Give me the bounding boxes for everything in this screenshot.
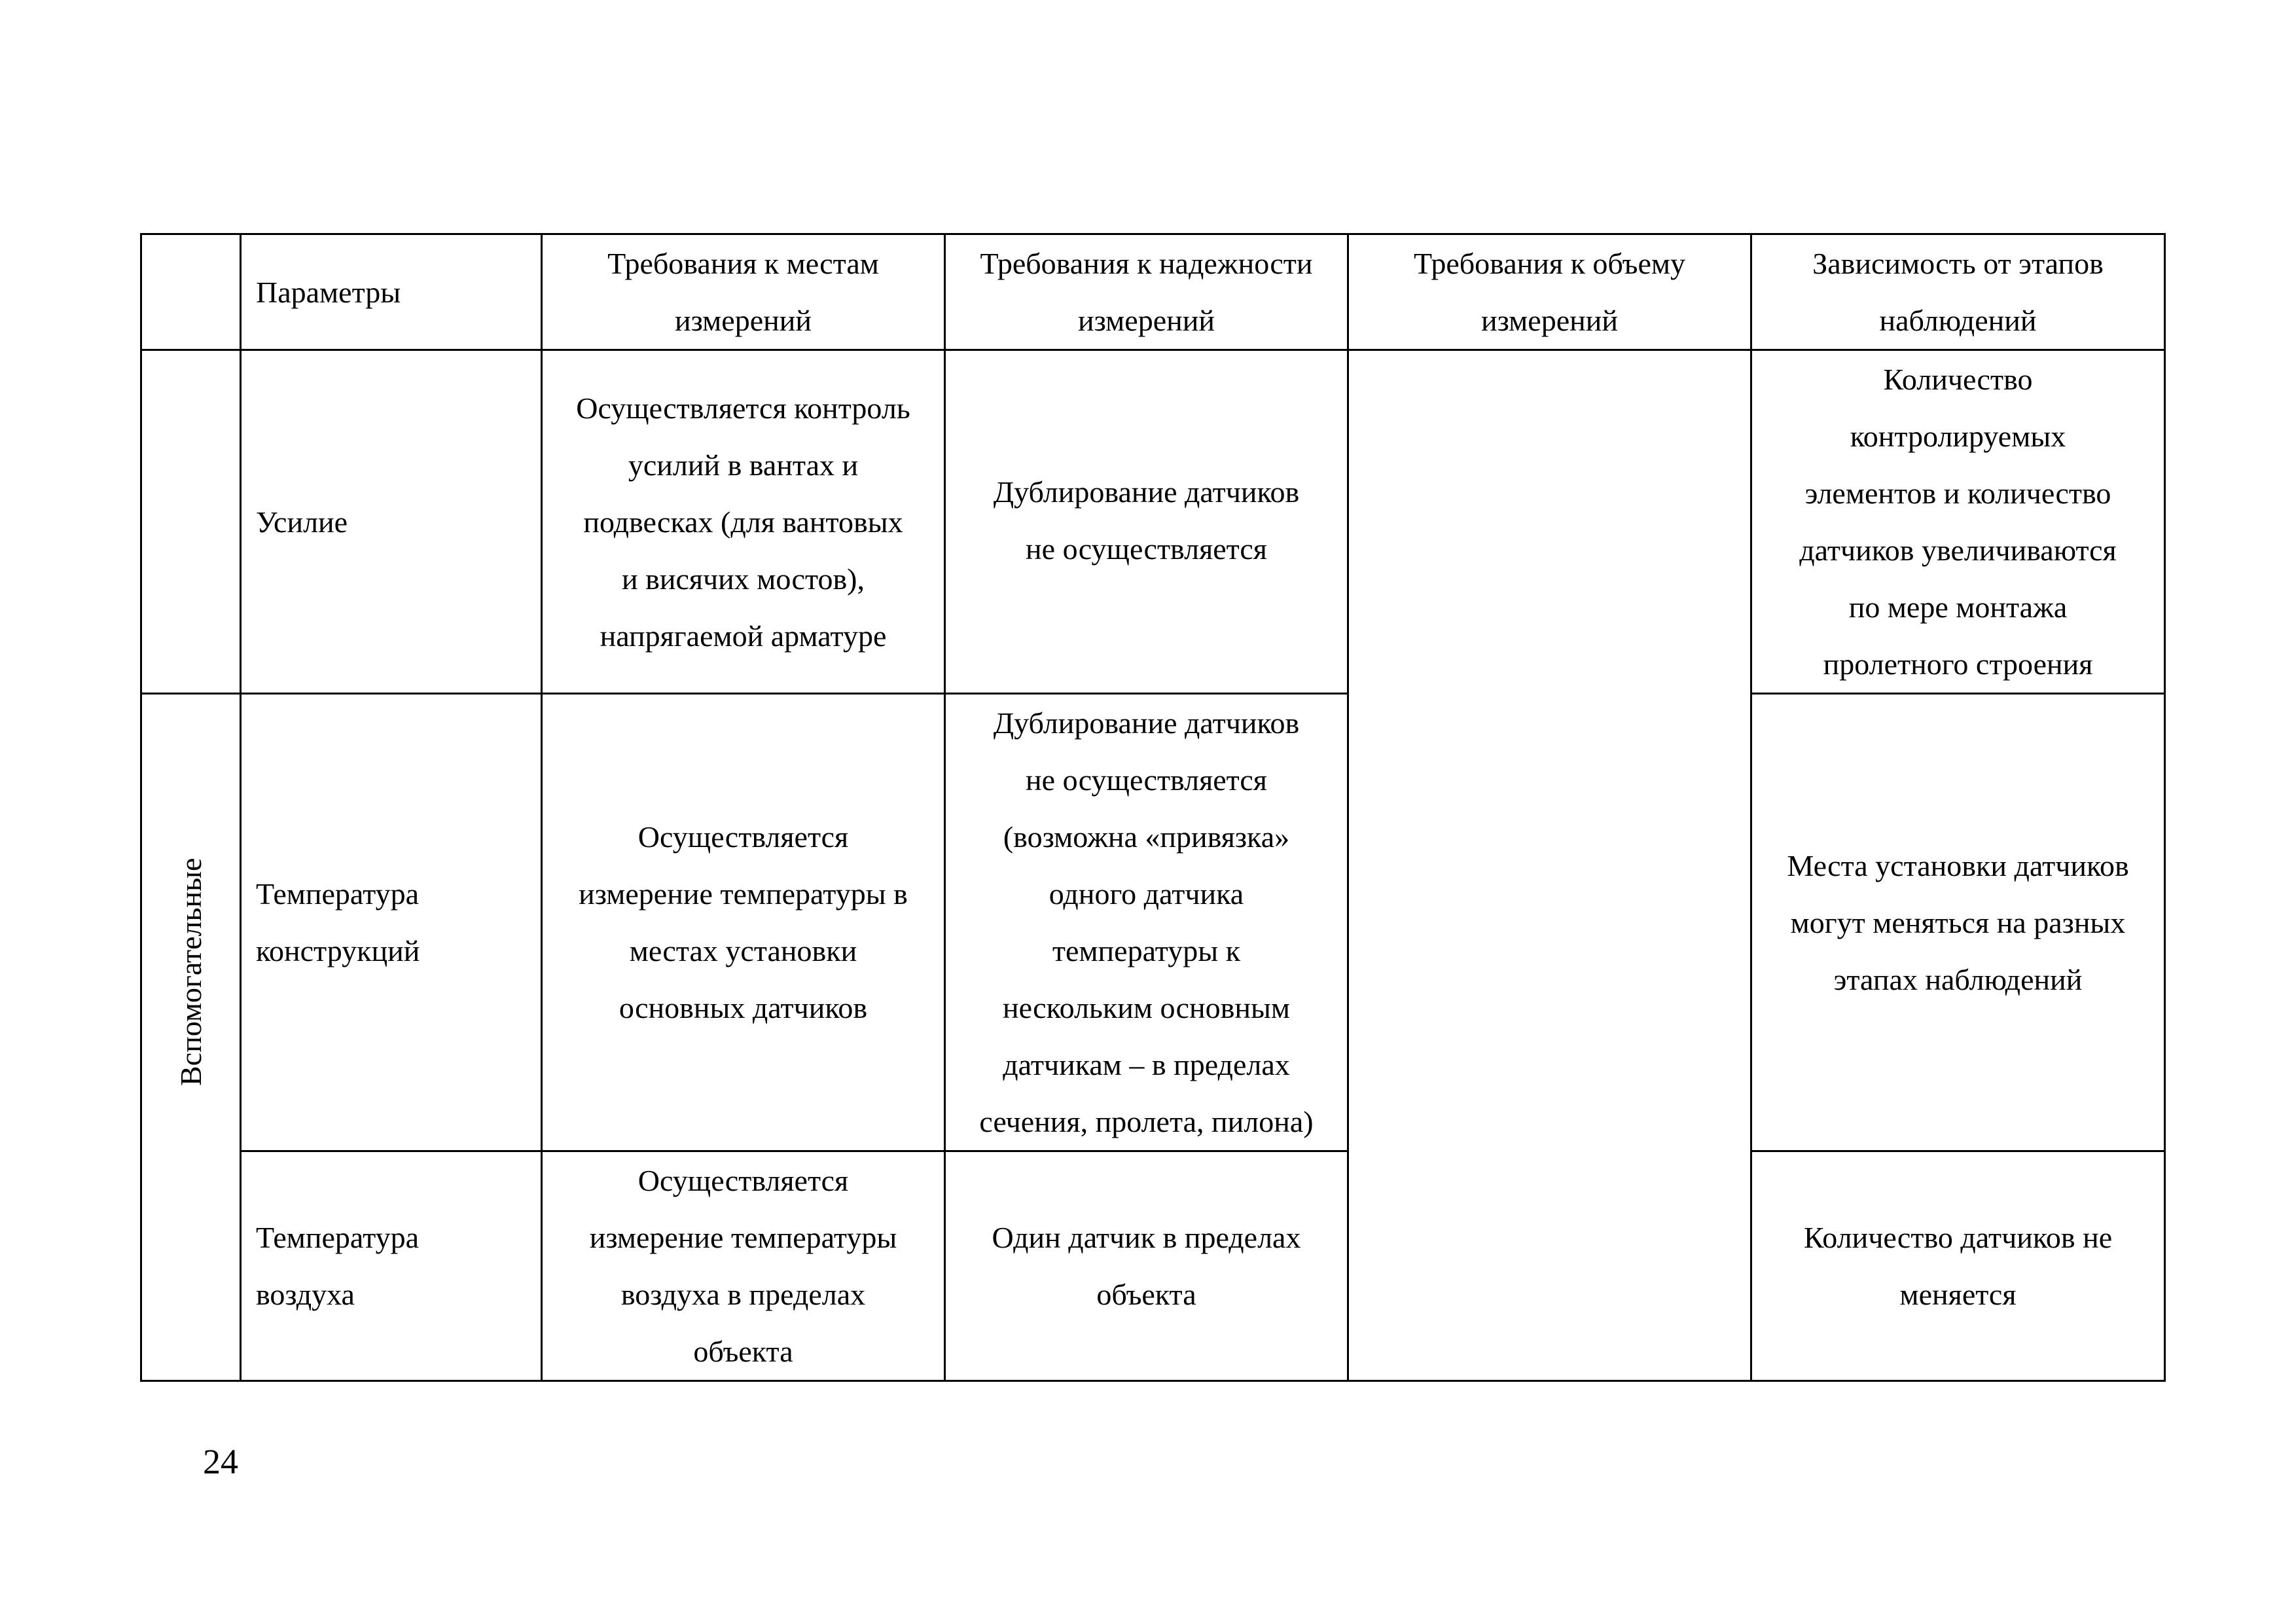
table-row-structure-temperature xyxy=(141,694,2165,1151)
header-stages: Зависимость от этапов наблюдений xyxy=(1751,234,2165,350)
cell-reliability: Дублирование датчиков не осуществляется (возможна «привязка» одного датчика температуры к нескольким основным датчикам – в пределах сечения, пролета, пилона) xyxy=(945,694,1348,1151)
header-places: Требования к местам измерений xyxy=(542,234,945,350)
cell-parameter: Температура конструкций xyxy=(241,694,542,1151)
cell-stages: Места установки датчиков могут меняться на разных этапах наблюдений xyxy=(1751,694,2165,1151)
cell-places: Осуществляется измерение температуры в местах установки основных датчиков xyxy=(542,694,945,1151)
cell-parameter: Температура воздуха xyxy=(241,1151,542,1381)
table-row-air-temperature xyxy=(141,1151,2165,1381)
header-reliability: Требования к надежности измерений xyxy=(945,234,1348,350)
header-volume: Требования к объему измерений xyxy=(1348,234,1751,350)
cell-reliability: Дублирование датчиков не осуществляется xyxy=(945,350,1348,694)
page-number: 24 xyxy=(203,1442,238,1481)
cell-places: Осуществляется контроль усилий в вантах и подвесках (для вантовых и висячих мостов), напрягаемой арматуре xyxy=(542,350,945,694)
group-label-cell xyxy=(141,694,241,1381)
cell-places: Осуществляется измерение температуры воздуха в пределах объекта xyxy=(542,1151,945,1381)
cell-reliability: Один датчик в пределах объекта xyxy=(945,1151,1348,1381)
header-parameters: Параметры xyxy=(241,234,542,350)
cell-stages: Количество датчиков не меняется xyxy=(1751,1151,2165,1381)
cell-parameter: Усилие xyxy=(241,350,542,694)
group-label: Вспомогательные xyxy=(174,857,207,1086)
cell-volume-merged xyxy=(1348,350,1751,1381)
header-row xyxy=(141,234,2165,350)
table-row-force xyxy=(141,350,2165,694)
cell-stages: Количество контролируемых элементов и количество датчиков увеличиваются по мере монтажа пролетного строения xyxy=(1751,350,2165,694)
header-empty-cell xyxy=(141,234,241,350)
group-empty-cell xyxy=(141,350,241,694)
requirements-table xyxy=(140,233,2166,1382)
